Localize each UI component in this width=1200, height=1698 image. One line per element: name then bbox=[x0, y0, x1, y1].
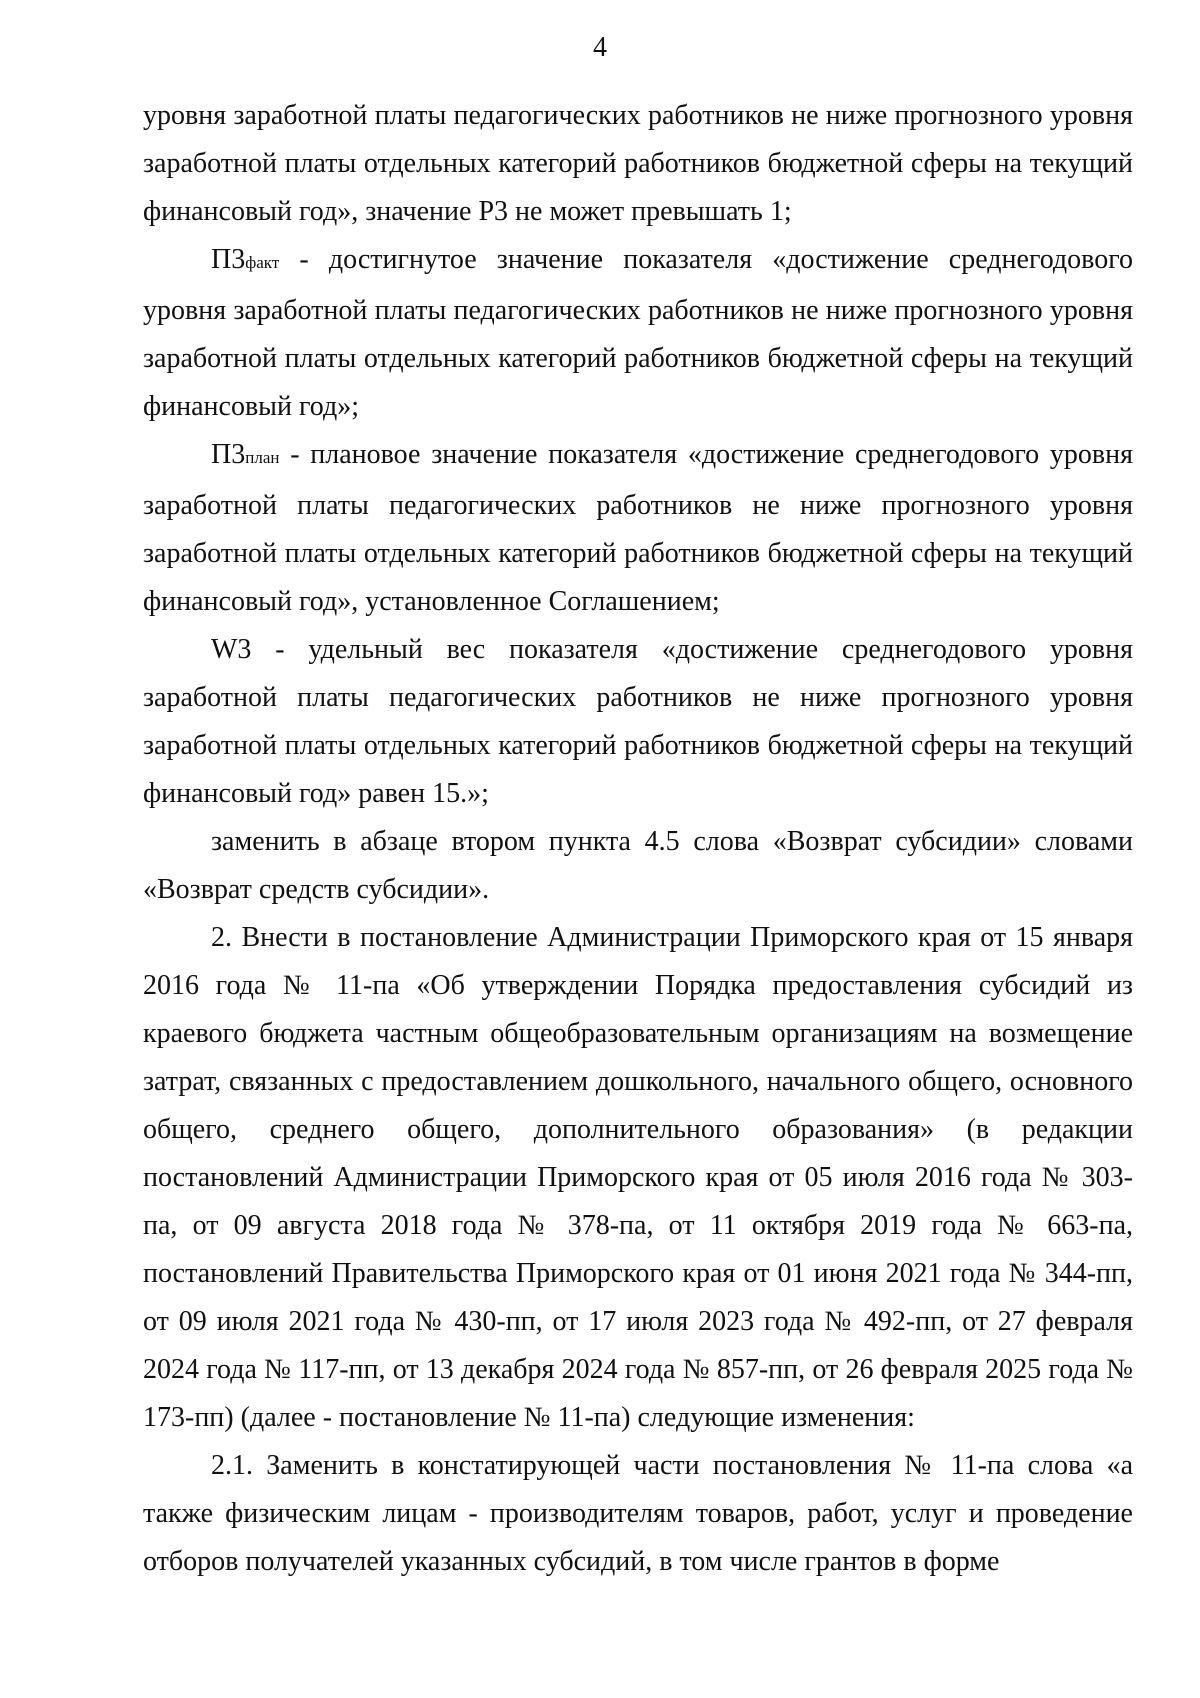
page-number: 4 bbox=[593, 32, 607, 63]
paragraph-text: W3 - удельный вес показателя «достижение среднегодового уровня заработной платы педагогических работников не ниже прогнозного уровня заработной платы отдельных категорий работников бюджетной сферы на текущий финансовый год» равен 15.»; bbox=[143, 634, 1133, 809]
paragraph-text: заменить в абзаце втором пункта 4.5 слова «Возврат субсидии» словами «Возврат средств субсидии». bbox=[143, 826, 1133, 905]
variable-symbol: П3 bbox=[211, 244, 246, 275]
paragraph-fact-definition bbox=[143, 236, 1133, 431]
paragraph-item-2 bbox=[143, 914, 1133, 1442]
paragraph-text: уровня заработной платы педагогических работников не ниже прогнозного уровня заработной платы отдельных категорий работников бюджетной сферы на текущий финансовый год», значение Р3 не может превышать 1; bbox=[143, 100, 1133, 227]
variable-subscript: факт bbox=[245, 253, 280, 272]
paragraph-weight-definition bbox=[143, 626, 1133, 818]
paragraph-continuation bbox=[143, 92, 1133, 236]
paragraph-text: 2. Внести в постановление Администрации Приморского края от 15 января 2016 года № 11-па «Об утверждении Порядка предоставления субсидий из краевого бюджета частным общеобразовательным организациям на возмещение затрат, связанных с предоставлением дошкольного, начального общего, основного общего, среднего общего, дополнительного образования» (в редакции постановлений Администрации Приморского края от 05 июля 2016 года № 303-па, от 09 августа 2018 года № 378-па, от 11 октября 2019 года № 663-па, постановлений Правительства Приморского края от 01 июня 2021 года № 344-пп, от 09 июля 2021 года № 430-пп, от 17 июля 2023 года № 492-пп, от 27 февраля 2024 года № 117-пп, от 13 декабря 2024 года № 857-пп, от 26 февраля 2025 года № 173-пп) (далее - постановление № 11-па) следующие изменения: bbox=[143, 922, 1133, 1433]
document-body bbox=[143, 92, 1133, 1586]
variable-subscript: план bbox=[245, 448, 280, 467]
paragraph-text: - достигнутое значение показателя «достижение среднегодового уровня заработной платы педагогических работников не ниже прогнозного уровня заработной платы отдельных категорий работников бюджетной сферы на текущий финансовый год»; bbox=[143, 244, 1133, 422]
paragraph-item-2-1 bbox=[143, 1442, 1133, 1586]
paragraph-text: 2.1. Заменить в констатирующей части постановления № 11-па слова «а также физическим лицам - производителям товаров, работ, услуг и проведение отборов получателей указанных субсидий, в том числе грантов в форме bbox=[143, 1450, 1133, 1577]
paragraph-plan-definition bbox=[143, 431, 1133, 626]
paragraph-replace-words bbox=[143, 818, 1133, 914]
variable-symbol: П3 bbox=[211, 439, 246, 470]
paragraph-text: - плановое значение показателя «достижение среднегодового уровня заработной платы педагогических работников не ниже прогнозного уровня заработной платы отдельных категорий работников бюджетной сферы на текущий финансовый год», установленное Соглашением; bbox=[143, 439, 1133, 617]
